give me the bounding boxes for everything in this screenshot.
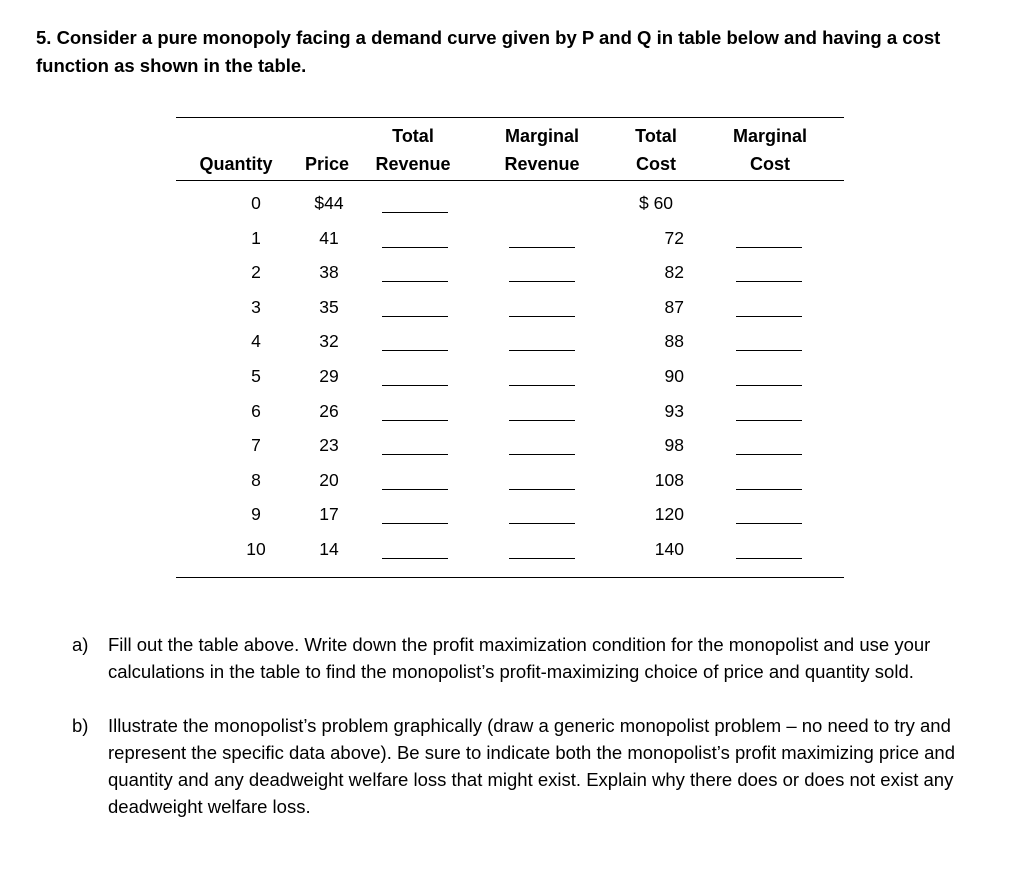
header-marginal-cost-line1: Marginal bbox=[732, 126, 807, 146]
total-revenue-blank[interactable] bbox=[382, 420, 448, 421]
cell-price: 35 bbox=[319, 296, 339, 317]
table-row bbox=[176, 187, 844, 222]
table-row bbox=[176, 464, 844, 499]
part-text: Illustrate the monopolist’s problem graphically (draw a generic monopolist problem – no need to try and represent the specific data above). Be sure to indicate both the monopolist’s profit maximizing price and quantity and any deadweight welfare loss that might exist. Explain why there does or does not exist any deadweight welfare loss. bbox=[108, 715, 956, 817]
cell-price: 23 bbox=[319, 435, 339, 456]
cell-quantity: 6 bbox=[251, 400, 261, 421]
marginal-cost-blank[interactable] bbox=[736, 281, 802, 282]
part-marker: b) bbox=[72, 715, 89, 736]
total-revenue-blank[interactable] bbox=[382, 247, 448, 248]
cell-total-cost: 140 bbox=[654, 538, 684, 559]
header-total-cost-line2: Cost bbox=[636, 154, 676, 174]
marginal-revenue-blank[interactable] bbox=[509, 281, 575, 282]
cell-quantity: 7 bbox=[251, 435, 261, 456]
cell-total-cost: 98 bbox=[664, 435, 684, 456]
marginal-cost-blank[interactable] bbox=[736, 316, 802, 317]
header-total-cost-line1: Total bbox=[635, 126, 677, 146]
cell-total-cost: 87 bbox=[664, 296, 684, 317]
header-total-revenue-line2: Revenue bbox=[375, 154, 451, 174]
cell-total-cost: 90 bbox=[664, 365, 684, 386]
question-part bbox=[72, 712, 992, 820]
table-row bbox=[176, 291, 844, 326]
marginal-cost-blank[interactable] bbox=[736, 454, 802, 455]
total-revenue-blank[interactable] bbox=[382, 489, 448, 490]
cell-price: 17 bbox=[319, 504, 339, 525]
marginal-revenue-blank[interactable] bbox=[509, 454, 575, 455]
total-revenue-blank[interactable] bbox=[382, 281, 448, 282]
cell-quantity: 10 bbox=[246, 538, 266, 559]
marginal-cost-blank[interactable] bbox=[736, 247, 802, 248]
marginal-revenue-blank[interactable] bbox=[509, 420, 575, 421]
marginal-revenue-blank[interactable] bbox=[509, 489, 575, 490]
header-marginal-revenue-line2: Revenue bbox=[504, 154, 580, 174]
part-marker: a) bbox=[72, 634, 89, 655]
header-total-cost bbox=[596, 122, 716, 178]
cell-quantity: 0 bbox=[251, 193, 261, 213]
cell-price: 14 bbox=[319, 538, 339, 559]
marginal-revenue-blank[interactable] bbox=[509, 558, 575, 559]
table-row bbox=[176, 325, 844, 360]
marginal-cost-blank[interactable] bbox=[736, 558, 802, 559]
cell-price: 38 bbox=[319, 262, 339, 283]
marginal-cost-blank[interactable] bbox=[736, 350, 802, 351]
cell-total-cost: 72 bbox=[664, 227, 684, 248]
table-row bbox=[176, 256, 844, 291]
table-row bbox=[176, 533, 844, 568]
cell-price: 20 bbox=[319, 469, 339, 490]
total-revenue-blank[interactable] bbox=[382, 316, 448, 317]
table-row bbox=[176, 498, 844, 533]
total-revenue-blank[interactable] bbox=[382, 523, 448, 524]
cell-price: 41 bbox=[319, 227, 339, 248]
part-text: Fill out the table above. Write down the profit maximization condition for the monopolist and use your calculations in the table to find the monopolist’s profit-maximizing choice of price and quantity sold. bbox=[108, 634, 931, 682]
header-marginal-revenue-line1: Marginal bbox=[504, 126, 579, 146]
cell-total-cost: 82 bbox=[664, 262, 684, 283]
cell-quantity: 1 bbox=[251, 227, 261, 248]
table-row bbox=[176, 395, 844, 430]
table-row bbox=[176, 429, 844, 464]
cell-quantity: 2 bbox=[251, 262, 261, 283]
table-bottom-rule bbox=[176, 577, 844, 578]
header-marginal-revenue bbox=[482, 122, 602, 178]
header-marginal-cost-line2: Cost bbox=[750, 154, 790, 174]
question-parts bbox=[72, 631, 992, 847]
header-price: Price bbox=[304, 154, 350, 174]
table-body bbox=[176, 181, 844, 575]
total-revenue-blank[interactable] bbox=[382, 385, 448, 386]
table-header bbox=[176, 118, 844, 180]
marginal-revenue-blank[interactable] bbox=[509, 350, 575, 351]
cell-price: 32 bbox=[319, 331, 339, 352]
cell-total-cost: $ 60 bbox=[638, 193, 674, 213]
cell-price: $44 bbox=[314, 193, 344, 213]
marginal-revenue-blank[interactable] bbox=[509, 247, 575, 248]
header-quantity: Quantity bbox=[199, 154, 273, 174]
cell-total-cost: 93 bbox=[664, 400, 684, 421]
header-total-revenue bbox=[353, 122, 473, 178]
marginal-cost-blank[interactable] bbox=[736, 489, 802, 490]
cell-total-cost: 88 bbox=[664, 331, 684, 352]
marginal-revenue-blank[interactable] bbox=[509, 385, 575, 386]
cell-total-cost: 120 bbox=[654, 504, 684, 525]
cell-price: 26 bbox=[319, 400, 339, 421]
question-text: 5. Consider a pure monopoly facing a demand curve given by P and Q in table below and having a cost function as shown in the table. bbox=[36, 27, 941, 76]
demand-cost-table bbox=[176, 117, 844, 578]
cell-price: 29 bbox=[319, 365, 339, 386]
cell-quantity: 5 bbox=[251, 365, 261, 386]
marginal-cost-blank[interactable] bbox=[736, 523, 802, 524]
question-part bbox=[72, 631, 992, 685]
total-revenue-blank[interactable] bbox=[382, 454, 448, 455]
header-total-revenue-line1: Total bbox=[392, 126, 434, 146]
table-row bbox=[176, 360, 844, 395]
header-marginal-cost bbox=[710, 122, 830, 178]
total-revenue-blank[interactable] bbox=[382, 558, 448, 559]
marginal-cost-blank[interactable] bbox=[736, 385, 802, 386]
cell-quantity: 9 bbox=[251, 504, 261, 525]
total-revenue-blank[interactable] bbox=[382, 350, 448, 351]
marginal-revenue-blank[interactable] bbox=[509, 316, 575, 317]
cell-quantity: 8 bbox=[251, 469, 261, 490]
total-revenue-blank[interactable] bbox=[382, 212, 448, 213]
cell-quantity: 3 bbox=[251, 296, 261, 317]
cell-total-cost: 108 bbox=[654, 469, 684, 490]
marginal-revenue-blank[interactable] bbox=[509, 523, 575, 524]
table-row bbox=[176, 222, 844, 257]
cell-quantity: 4 bbox=[251, 331, 261, 352]
marginal-cost-blank[interactable] bbox=[736, 420, 802, 421]
